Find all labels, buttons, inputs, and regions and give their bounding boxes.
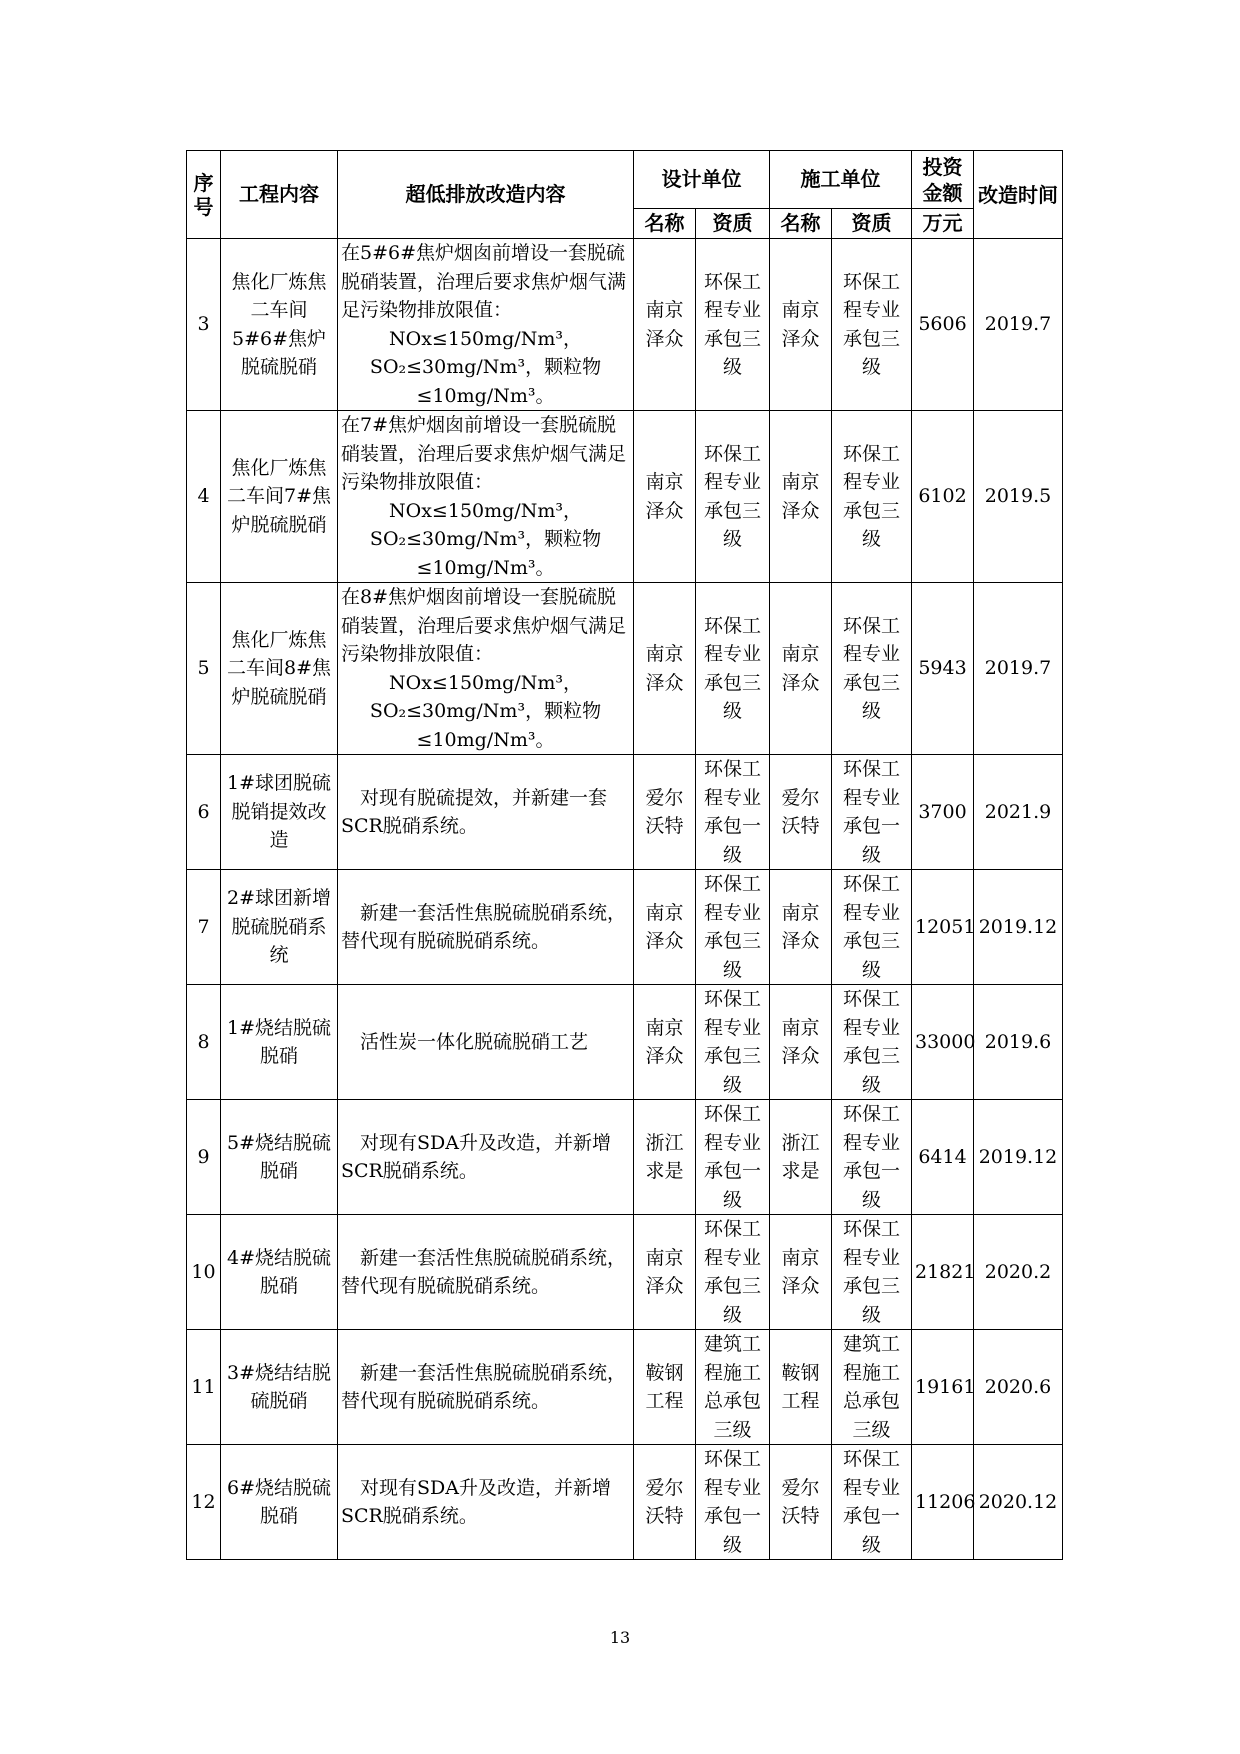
row-cons-qual: 环保工程专业承包一级 bbox=[832, 755, 912, 870]
table-row bbox=[187, 239, 1063, 411]
header-investment-unit: 万元 bbox=[912, 209, 974, 239]
row-investment: 6414 bbox=[912, 1100, 974, 1215]
header-investment: 投资金额 bbox=[912, 151, 974, 209]
row-investment: 21821 bbox=[912, 1215, 974, 1330]
row-design-qual: 环保工程专业承包三级 bbox=[696, 239, 770, 411]
row-design-qual: 环保工程专业承包三级 bbox=[696, 985, 770, 1100]
row-modification bbox=[338, 1100, 634, 1215]
row-project: 焦化厂炼焦二车间8#焦炉脱硫脱硝 bbox=[221, 583, 338, 755]
modification-line: SO₂≤30mg/Nm³，颗粒物 bbox=[369, 528, 602, 550]
row-time: 2020.12 bbox=[974, 1445, 1063, 1560]
row-design-name: 南京泽众 bbox=[634, 1215, 696, 1330]
modification-line: 在5#6#焦炉烟囱前增设一套脱硫脱硝装置，治理后要求焦炉烟气满足污染物排放限值： bbox=[341, 242, 627, 321]
header-design-unit: 设计单位 bbox=[634, 151, 770, 209]
row-cons-name: 鞍钢工程 bbox=[770, 1330, 832, 1445]
row-cons-name: 南京泽众 bbox=[770, 985, 832, 1100]
modification-line: 在8#焦炉烟囱前增设一套脱硫脱硝装置，治理后要求焦炉烟气满足污染物排放限值： bbox=[341, 586, 627, 665]
row-project: 焦化厂炼焦二车间7#焦炉脱硫脱硝 bbox=[221, 411, 338, 583]
row-cons-name: 南京泽众 bbox=[770, 1215, 832, 1330]
row-time: 2019.6 bbox=[974, 985, 1063, 1100]
row-project: 6#烧结脱硫脱硝 bbox=[221, 1445, 338, 1560]
row-time: 2021.9 bbox=[974, 755, 1063, 870]
row-investment: 11206 bbox=[912, 1445, 974, 1560]
modification-line: ≤10mg/Nm³。 bbox=[416, 728, 555, 751]
row-design-name: 爱尔沃特 bbox=[634, 1445, 696, 1560]
row-modification bbox=[338, 583, 634, 755]
row-project: 1#球团脱硫脱销提效改造 bbox=[221, 755, 338, 870]
row-time: 2019.7 bbox=[974, 583, 1063, 755]
row-seq: 3 bbox=[187, 239, 221, 411]
row-investment: 6102 bbox=[912, 411, 974, 583]
row-cons-name: 浙江求是 bbox=[770, 1100, 832, 1215]
row-seq: 9 bbox=[187, 1100, 221, 1215]
row-modification bbox=[338, 755, 634, 870]
row-time: 2019.12 bbox=[974, 870, 1063, 985]
row-design-qual: 环保工程专业承包一级 bbox=[696, 755, 770, 870]
row-time: 2019.5 bbox=[974, 411, 1063, 583]
row-design-qual: 环保工程专业承包三级 bbox=[696, 583, 770, 755]
header-design-name: 名称 bbox=[634, 209, 696, 239]
row-design-qual: 环保工程专业承包三级 bbox=[696, 870, 770, 985]
row-seq: 7 bbox=[187, 870, 221, 985]
row-design-name: 南京泽众 bbox=[634, 411, 696, 583]
table-row bbox=[187, 1330, 1063, 1445]
project-table bbox=[186, 150, 1063, 1560]
row-cons-qual: 环保工程专业承包三级 bbox=[832, 583, 912, 755]
row-project: 焦化厂炼焦二车间5#6#焦炉脱硫脱硝 bbox=[221, 239, 338, 411]
row-cons-name: 爱尔沃特 bbox=[770, 1445, 832, 1560]
row-time: 2020.2 bbox=[974, 1215, 1063, 1330]
page-number: 13 bbox=[609, 1628, 631, 1647]
row-cons-name: 爱尔沃特 bbox=[770, 755, 832, 870]
row-time: 2019.7 bbox=[974, 239, 1063, 411]
row-cons-name: 南京泽众 bbox=[770, 411, 832, 583]
header-time: 改造时间 bbox=[974, 151, 1063, 239]
modification-line: 新建一套活性焦脱硫脱硝系统，替代现有脱硫脱硝系统。 bbox=[341, 1361, 627, 1412]
modification-line: 新建一套活性焦脱硫脱硝系统，替代现有脱硫脱硝系统。 bbox=[341, 901, 627, 952]
row-cons-qual: 环保工程专业承包一级 bbox=[832, 1445, 912, 1560]
modification-line: SO₂≤30mg/Nm³，颗粒物 bbox=[369, 356, 602, 378]
row-seq: 4 bbox=[187, 411, 221, 583]
row-seq: 12 bbox=[187, 1445, 221, 1560]
row-modification bbox=[338, 1215, 634, 1330]
row-investment: 12051 bbox=[912, 870, 974, 985]
row-seq: 11 bbox=[187, 1330, 221, 1445]
table-row bbox=[187, 985, 1063, 1100]
table-row bbox=[187, 1445, 1063, 1560]
table-row bbox=[187, 1100, 1063, 1215]
row-time: 2019.12 bbox=[974, 1100, 1063, 1215]
row-cons-name: 南京泽众 bbox=[770, 239, 832, 411]
header-modification: 超低排放改造内容 bbox=[338, 151, 634, 239]
modification-line: ≤10mg/Nm³。 bbox=[416, 384, 555, 407]
row-modification bbox=[338, 239, 634, 411]
row-design-name: 南京泽众 bbox=[634, 583, 696, 755]
row-design-name: 南京泽众 bbox=[634, 870, 696, 985]
row-cons-qual: 环保工程专业承包一级 bbox=[832, 1100, 912, 1215]
row-seq: 6 bbox=[187, 755, 221, 870]
row-cons-qual: 环保工程专业承包三级 bbox=[832, 239, 912, 411]
row-cons-qual: 环保工程专业承包三级 bbox=[832, 985, 912, 1100]
modification-line: NOx≤150mg/Nm³， bbox=[389, 671, 582, 694]
row-seq: 8 bbox=[187, 985, 221, 1100]
row-cons-qual: 环保工程专业承包三级 bbox=[832, 411, 912, 583]
row-modification bbox=[338, 870, 634, 985]
row-modification bbox=[338, 985, 634, 1100]
row-cons-qual: 环保工程专业承包三级 bbox=[832, 1215, 912, 1330]
row-design-qual: 环保工程专业承包三级 bbox=[696, 411, 770, 583]
table-row bbox=[187, 1215, 1063, 1330]
row-project: 5#烧结脱硫脱硝 bbox=[221, 1100, 338, 1215]
row-design-name: 南京泽众 bbox=[634, 985, 696, 1100]
row-investment: 19161 bbox=[912, 1330, 974, 1445]
row-cons-qual: 建筑工程施工总承包三级 bbox=[832, 1330, 912, 1445]
row-modification bbox=[338, 1330, 634, 1445]
modification-line: NOx≤150mg/Nm³， bbox=[389, 327, 582, 350]
row-seq: 10 bbox=[187, 1215, 221, 1330]
header-cons-qual: 资质 bbox=[832, 209, 912, 239]
row-project: 2#球团新增脱硫脱硝系统 bbox=[221, 870, 338, 985]
row-design-name: 浙江求是 bbox=[634, 1100, 696, 1215]
header-seq: 序号 bbox=[187, 151, 221, 239]
table-row bbox=[187, 583, 1063, 755]
header-cons-name: 名称 bbox=[770, 209, 832, 239]
row-seq: 5 bbox=[187, 583, 221, 755]
row-time: 2020.6 bbox=[974, 1330, 1063, 1445]
modification-line: 对现有SDA升及改造，并新增SCR脱硝系统。 bbox=[341, 1131, 611, 1182]
row-project: 1#烧结脱硫脱硝 bbox=[221, 985, 338, 1100]
modification-line: 对现有脱硫提效，并新建一套SCR脱硝系统。 bbox=[341, 786, 608, 837]
row-investment: 5606 bbox=[912, 239, 974, 411]
row-investment: 3700 bbox=[912, 755, 974, 870]
row-design-qual: 环保工程专业承包一级 bbox=[696, 1445, 770, 1560]
row-cons-name: 南京泽众 bbox=[770, 583, 832, 755]
row-design-name: 南京泽众 bbox=[634, 239, 696, 411]
row-design-qual: 建筑工程施工总承包三级 bbox=[696, 1330, 770, 1445]
header-design-qual: 资质 bbox=[696, 209, 770, 239]
modification-line: 新建一套活性焦脱硫脱硝系统，替代现有脱硫脱硝系统。 bbox=[341, 1246, 627, 1297]
row-project: 4#烧结脱硫脱硝 bbox=[221, 1215, 338, 1330]
row-cons-qual: 环保工程专业承包三级 bbox=[832, 870, 912, 985]
modification-line: SO₂≤30mg/Nm³，颗粒物 bbox=[369, 700, 602, 722]
modification-line: ≤10mg/Nm³。 bbox=[416, 556, 555, 579]
row-investment: 5943 bbox=[912, 583, 974, 755]
row-modification bbox=[338, 1445, 634, 1560]
row-design-name: 鞍钢工程 bbox=[634, 1330, 696, 1445]
row-design-qual: 环保工程专业承包三级 bbox=[696, 1215, 770, 1330]
row-modification bbox=[338, 411, 634, 583]
table-row bbox=[187, 755, 1063, 870]
row-project: 3#烧结结脱硫脱硝 bbox=[221, 1330, 338, 1445]
row-investment: 33000 bbox=[912, 985, 974, 1100]
table-row bbox=[187, 870, 1063, 985]
header-project: 工程内容 bbox=[221, 151, 338, 239]
modification-line: 活性炭一体化脱硫脱硝工艺 bbox=[360, 1030, 589, 1053]
row-design-qual: 环保工程专业承包一级 bbox=[696, 1100, 770, 1215]
modification-line: 在7#焦炉烟囱前增设一套脱硫脱硝装置，治理后要求焦炉烟气满足污染物排放限值： bbox=[341, 414, 627, 493]
row-cons-name: 南京泽众 bbox=[770, 870, 832, 985]
modification-line: 对现有SDA升及改造，并新增SCR脱硝系统。 bbox=[341, 1476, 611, 1527]
header-construction-unit: 施工单位 bbox=[770, 151, 912, 209]
modification-line: NOx≤150mg/Nm³， bbox=[389, 499, 582, 522]
row-design-name: 爱尔沃特 bbox=[634, 755, 696, 870]
table-row bbox=[187, 411, 1063, 583]
